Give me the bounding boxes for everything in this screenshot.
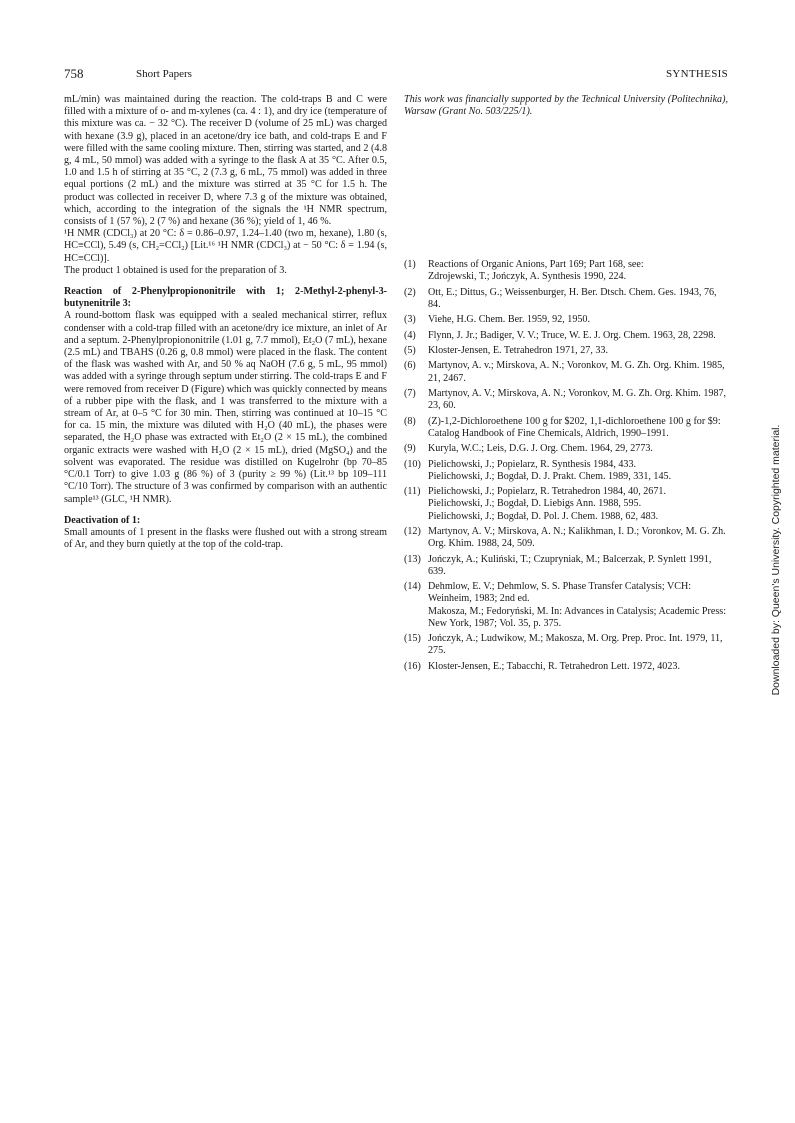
reference-number: (11) [404, 486, 421, 498]
reference-item [404, 554, 728, 578]
reference-item [404, 314, 728, 326]
reference-item [404, 388, 728, 412]
reference-text [428, 388, 728, 412]
reference-line: Martynov, A. v.; Mirskova, A. N.; Voronkov, M. G. Zh. Org. Khim. 1985, 21, 2467. [428, 360, 725, 384]
reference-line: Jończyk, A.; Kuliński, T.; Czupryniak, M.; Balcerzak, P. Synlett 1991, 639. [428, 553, 712, 577]
reference-text [428, 486, 728, 523]
reference-number: (9) [404, 443, 416, 455]
reference-item [404, 661, 728, 673]
reference-item [404, 526, 728, 550]
reference-item [404, 287, 728, 311]
procedure-paragraph: mL/min) was maintained during the reaction. The cold-traps B and C were filled with a mixture of o- and m-xylenes (ca. 4 : 1), and dry ice (temperature of this mixture was ca. − 32 °C). The receiver D (volume of 25 mL) was charged with hexane (3.9 g), placed in an acetone/dry ice bath, and cold-traps E and F were filled with the same cooling mixture. Then, stirring was started, and 2 (4.8 g, 4 mL, 50 mmol) was added with a syringe to the flask A at 35 °C. After 0.5, 1.0 and 1.5 h of stirring at 35 °C, 2 (7.3 g, 6 mL, 75 mmol) was added in three equal portions (2 mL) and the mixture was stirred at 35 °C for 1.5 h. The product was collected in receiver D, where 7.3 g of the mixture was obtained, which, according to the integration of the signals the ¹H NMR spectrum, consists of 1 (57 %), 2 (7 %) and hexane (36 %); yield of 1, 46 %. [64, 94, 387, 228]
acknowledgement: This work was financially supported by the Technical University (Politechnika), Warsaw (Grant No. 503/225/1). [404, 94, 728, 118]
page-header [64, 66, 728, 82]
deactivation-paragraph: Small amounts of 1 present in the flasks were flushed out with a strong stream of Ar, and they burn quietly at the top of the cold-trap. [64, 526, 387, 551]
reference-line: Reactions of Organic Anions, Part 169; Part 168, see: [428, 259, 644, 270]
reference-text [428, 459, 728, 483]
section-heading-deactivation: Deactivation of 1: [64, 514, 141, 526]
left-column [64, 94, 387, 551]
reference-line: (Z)-1,2-Dichloroethene 100 g for $202, 1,1-dichloroethene 100 g for $9: Catalog Handbook of Fine Chemicals, Aldrich, 1990–1991. [428, 415, 721, 439]
reference-text [428, 330, 728, 342]
reference-item [404, 345, 728, 357]
product-note: The product 1 obtained is used for the preparation of 3. [64, 264, 287, 276]
reference-number: (2) [404, 286, 416, 298]
reference-item [404, 360, 728, 384]
reference-text [428, 314, 728, 326]
reference-text [428, 581, 728, 630]
reference-number: (4) [404, 329, 416, 341]
reference-text [428, 345, 728, 357]
page-number: 758 [64, 66, 84, 81]
reference-number: (12) [404, 525, 421, 537]
reference-item [404, 416, 728, 440]
reference-number: (7) [404, 387, 416, 399]
reference-number: (14) [404, 581, 421, 593]
reference-text [428, 416, 728, 440]
right-column [404, 94, 728, 672]
reference-line: Pielichowski, J.; Bogdał, D. Pol. J. Chem. 1988, 62, 483. [428, 510, 659, 522]
reference-line: Dehmlow, E. V.; Dehmlow, S. S. Phase Transfer Catalysis; VCH: Weinheim, 1983; 2nd ed. [428, 581, 692, 605]
reference-number: (6) [404, 360, 416, 372]
reference-line: Martynov, A. V.; Mirskova, A. N.; Kalikhman, I. D.; Voronkov, M. G. Zh. Org. Khim. 1988, 24, 509. [428, 525, 726, 550]
reference-text [428, 360, 728, 384]
reference-line: Pielichowski, J.; Popielarz, R. Tetrahedron 1984, 40, 2671. [428, 486, 666, 498]
reference-item [404, 330, 728, 342]
reference-number: (16) [404, 660, 421, 672]
reference-line: Martynov, A. V.; Mirskova, A. N.; Voronkov, M. G. Zh. Org. Khim. 1987, 23, 60. [428, 387, 727, 412]
reference-text [428, 287, 728, 311]
reference-line: Viehe, H.G. Chem. Ber. 1959, 92, 1950. [428, 314, 590, 326]
reference-line: Jończyk, A.; Ludwikow, M.; Makosza, M. Org. Prep. Proc. Int. 1979, 11, 275. [428, 633, 723, 657]
reference-number: (13) [404, 553, 421, 565]
reference-line: Ott, E.; Dittus, G.; Weissenburger, H. Ber. Dtsch. Chem. Ges. 1943, 76, 84. [428, 286, 717, 310]
section-title: Short Papers [136, 68, 192, 80]
reference-text [428, 633, 728, 657]
reference-item [404, 486, 728, 523]
reference-line: Pielichowski, J.; Bogdał, D. J. Prakt. Chem. 1989, 331, 145. [428, 470, 672, 482]
reference-number: (8) [404, 415, 416, 427]
nmr-data-paragraph: ¹H NMR (CDCl₃) at 20 °C: δ = 0.86–0.97, 1.24–1.40 (two m, hexane), 1.80 (s, HC≡CCl), 5.49 (s, CH₂=CCl₂) [Lit.¹⁶ ¹H NMR (CDCl₃) at − 50 °C: δ = 1.94 (s, HC≡CCl)]. [64, 228, 387, 264]
reference-item [404, 459, 728, 483]
reference-line: Makosza, M.; Fedoryński, M. In: Advances in Catalysis; Academic Press: New York, 1987; Vol. 35, p. 375. [428, 605, 727, 629]
reference-line: Zdrojewski, T.; Jończyk, A. Synthesis 1990, 224. [428, 271, 627, 283]
reference-list [404, 259, 728, 676]
reference-number: (15) [404, 633, 421, 645]
reference-number: (5) [404, 344, 416, 356]
reference-text [428, 554, 728, 578]
reference-item [404, 443, 728, 455]
reference-text [428, 443, 728, 455]
reaction-paragraph: A round-bottom flask was equipped with a sealed mechanical stirrer, reflux condenser with a cold-trap filled with an acetone/dry ice mixture, an inlet of Ar and a septum. 2-Phenylpropiononitrile (1.01 g, 7.7 mmol), Et₂O (7 mL), hexane (2.5 mL) and TBAHS (0.26 g, 0.8 mmol) were placed in the flask. The content of the flask was washed with Ar, and 50 % aq NaOH (7.6 g, 5 mL, 95 mmol) was added with a syringe through septum under stirring. The cold-traps E and F were removed from receiver D (Figure) which was quickly connected by means of a rubber pipe with the flask, and 1 was transferred to the mixture with a stream of Ar, at 0–5 °C for 30 min. Then, stirring was continued at 10–15 °C for ca. 15 min, the mixture was diluted with H₂O (40 mL), the phases were separated, the H₂O phase was extracted with Et₂O (2 × 15 mL), the combined organic extracts were washed with H₂O (2 × 15 mL), dried (MgSO₄) and the solvent was evaporated. The residue was distilled on Kugelrohr (bp 70–85 °C/0.1 Torr) to give 1.03 g (86 %) of 3 (purity ≥ 99 %) (Lit.¹³ bp 109–111 °C/10 Torr). The structure of 3 was confirmed by comparison with an authentic sample¹³ (GLC, ¹H NMR). [64, 310, 387, 505]
reference-text [428, 259, 728, 283]
download-watermark: Downloaded by: Queen's University. Copyrighted material. [770, 424, 782, 696]
reference-text [428, 526, 728, 550]
reference-line: Pielichowski, J.; Bogdał, D. Liebigs Ann. 1988, 595. [428, 498, 642, 510]
reference-line: Kloster-Jensen, E.; Tabacchi, R. Tetrahedron Lett. 1972, 4023. [428, 660, 680, 672]
reference-number: (1) [404, 259, 416, 270]
reference-number: (3) [404, 314, 416, 326]
reference-item [404, 633, 728, 657]
reference-line: Pielichowski, J.; Popielarz, R. Synthesis 1984, 433. [428, 458, 637, 470]
reference-line: Kloster-Jensen, E. Tetrahedron 1971, 27, 33. [428, 344, 608, 356]
reference-text [428, 661, 728, 673]
section-heading-reaction: Reaction of 2-Phenylpropiononitrile with 1; 2-Methyl-2-phenyl-3-butynenitrile 3: [64, 286, 387, 310]
journal-name: SYNTHESIS [666, 68, 728, 80]
reference-item [404, 581, 728, 630]
reference-number: (10) [404, 458, 421, 470]
reference-line: Kuryla, W.C.; Leis, D.G. J. Org. Chem. 1964, 29, 2773. [428, 443, 653, 455]
reference-line: Flynn, J. Jr.; Badiger, V. V.; Truce, W. E. J. Org. Chem. 1963, 28, 2298. [428, 329, 716, 341]
reference-item [404, 259, 728, 283]
